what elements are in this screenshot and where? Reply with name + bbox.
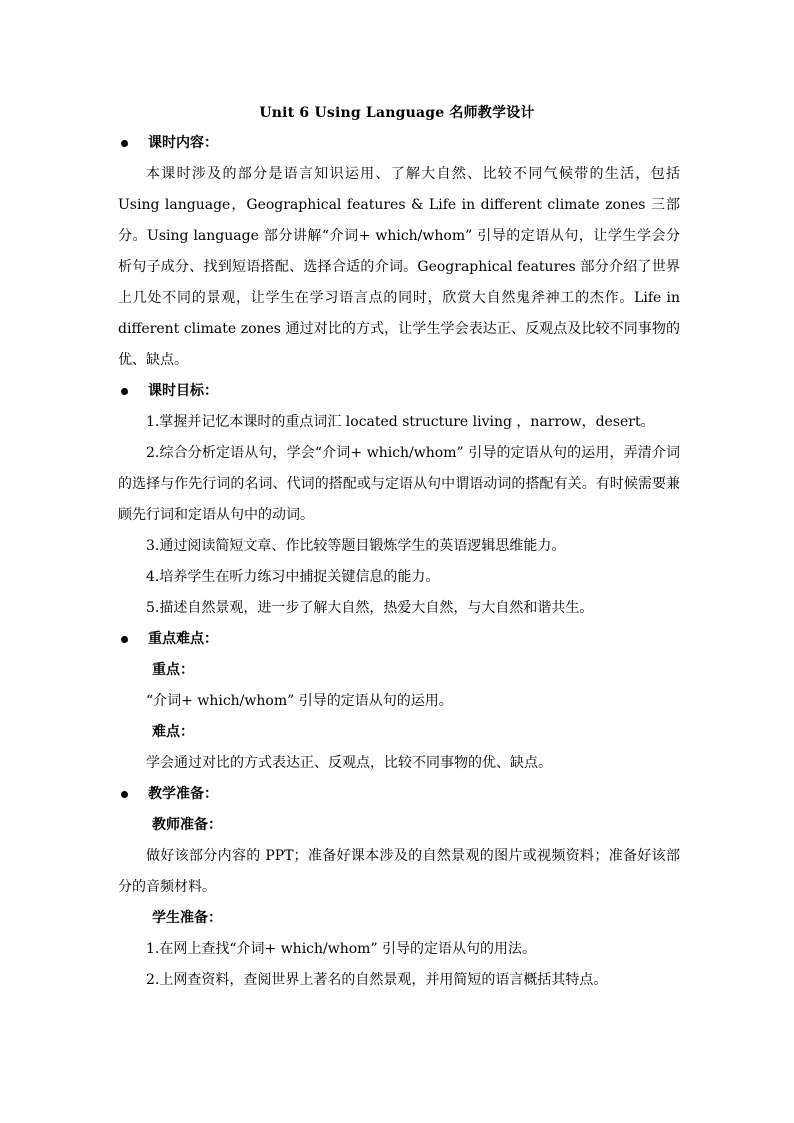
difficulty-label: 难点：: [152, 724, 194, 740]
section-heading-text: 重点难点：: [148, 631, 218, 647]
document-title: Unit 6 Using Language 名师教学设计: [259, 105, 535, 121]
focus-label: 重点：: [152, 662, 194, 678]
teacher-prep-label: 教师准备：: [152, 817, 222, 833]
student-prep-item: 1.在网上查找“介词+ which/whom” 引导的定语从句的用法。: [146, 941, 537, 957]
objective-item: 5.描述自然景观，进一步了解大自然，热爱大自然，与大自然和谐共生。: [146, 600, 594, 616]
bullet-icon: [121, 388, 128, 395]
section-heading-content: [118, 128, 680, 159]
bullet-icon: [121, 140, 128, 147]
document-body: [118, 128, 680, 996]
bullet-icon: [121, 636, 128, 643]
section-heading-key-points: [118, 624, 680, 655]
section-heading-text: 教学准备：: [148, 786, 218, 802]
objective-item: 3.通过阅读简短文章、作比较等题目锻炼学生的英语逻辑思维能力。: [146, 538, 566, 554]
objective-item: 1.掌握并记忆本课时的重点词汇 located structure living ，narrow，desert。: [146, 414, 655, 430]
student-prep-label: 学生准备：: [152, 910, 222, 926]
teacher-prep-text: 做好该部分内容的 PPT；准备好课本涉及的自然景观的图片或视频资料；准备好该部分的音频材料。: [118, 848, 680, 895]
focus-text: “介词+ which/whom” 引导的定语从句的运用。: [146, 693, 453, 709]
section-heading-text: 课时目标：: [148, 383, 218, 399]
student-prep-item: 2.上网查资料，查阅世界上著名的自然景观，并用简短的语言概括其特点。: [146, 972, 608, 988]
bullet-icon: [121, 791, 128, 798]
objective-item: 2.综合分析定语从句，学会“介词+ which/whom” 引导的定语从句的运用，弄清介词的选择与作先行词的名词、代词的搭配或与定语从句中谓语动词的搭配有关。有时候需要兼顾先行词和定语从句中的动词。: [118, 445, 680, 523]
content-paragraph: 本课时涉及的部分是语言知识运用、了解大自然、比较不同气候带的生活，包括 Using language，Geographical features & Life in different climate zones 三部分。Using language 部分讲解“介词+ which/whom” 引导的定语从句，让学生学会分析句子成分、找到短语搭配、选择合适的介词。Geographical features 部分介绍了世界上几处不同的景观，让学生在学习语言点的同时，欣赏大自然鬼斧神工的杰作。Life in different climate zones 通过对比的方式，让学生学会表达正、反观点及比较不同事物的优、缺点。: [118, 166, 680, 368]
section-heading-text: 课时内容：: [148, 135, 218, 151]
section-heading-objectives: [118, 376, 680, 407]
section-heading-preparation: [118, 779, 680, 810]
objective-item: 4.培养学生在听力练习中捕捉关键信息的能力。: [146, 569, 440, 585]
difficulty-text: 学会通过对比的方式表达正、反观点，比较不同事物的优、缺点。: [146, 755, 552, 771]
